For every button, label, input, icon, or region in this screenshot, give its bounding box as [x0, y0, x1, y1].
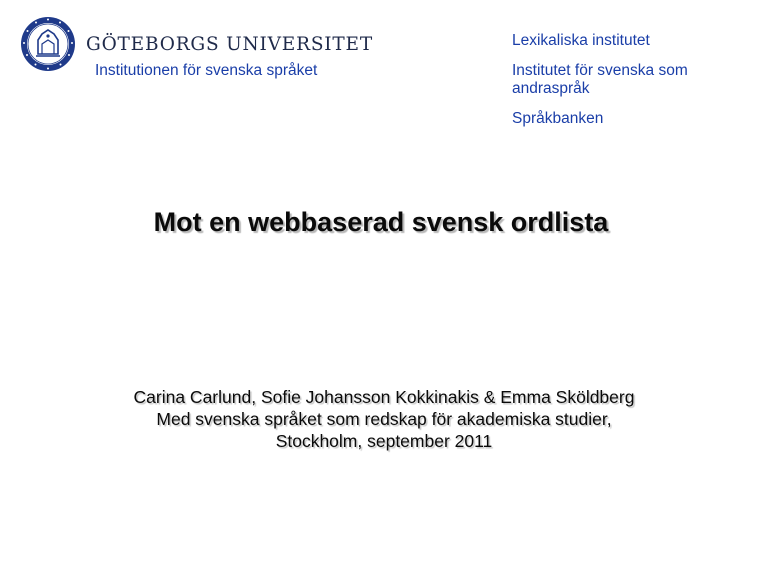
- university-seal-icon: [20, 16, 76, 72]
- authors-line: Carina Carlund, Sofie Johansson Kokkinakis & Emma Sköldberg: [133, 387, 635, 407]
- slide-title-text: Mot en webbaserad svensk ordlista: [153, 207, 609, 237]
- byline: [0, 386, 768, 452]
- affiliation-sprakbanken: Språkbanken: [512, 110, 604, 127]
- affiliation-lexikaliska-institutet: Lexikaliska institutet: [512, 32, 650, 49]
- university-name: GÖTEBORGS UNIVERSITET: [86, 34, 374, 55]
- place-date-line: Stockholm, september 2011: [275, 431, 493, 451]
- affiliation-institutet-svenska-andrasprak: Institutet för svenska som andraspråk: [512, 62, 688, 97]
- department-name: Institutionen för svenska språket: [95, 62, 318, 79]
- slide-title: [0, 207, 768, 238]
- affiliation-list: [512, 32, 752, 140]
- conference-line: Med svenska språket som redskap för akademiska studier,: [156, 409, 612, 429]
